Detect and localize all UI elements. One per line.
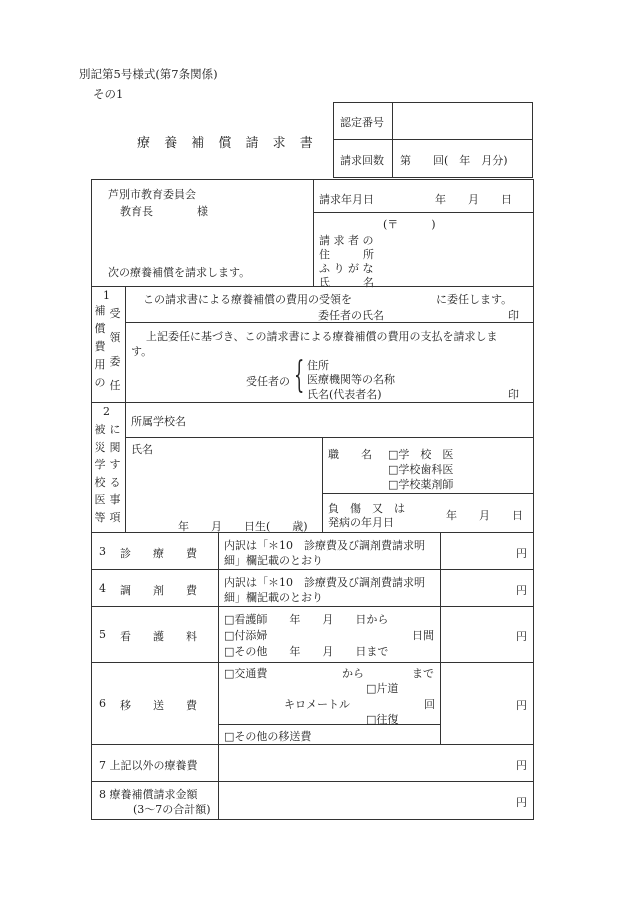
- form-number: 別記第5号様式(第7条関係): [79, 67, 218, 81]
- row5-number: 5: [99, 628, 106, 641]
- addressee-line1: 芦別市教育委員会: [108, 188, 196, 201]
- job-option-school-doctor[interactable]: □学 校 医: [388, 448, 454, 461]
- school-name-label: 所属学校名: [131, 415, 186, 428]
- row5-label: 看 護 料: [120, 630, 197, 643]
- name-label: 氏名: [131, 443, 153, 456]
- sub-number: その1: [93, 87, 124, 101]
- section2-number: 2: [103, 405, 110, 418]
- row5-option-other[interactable]: □その他 年 月 日まで: [224, 645, 389, 658]
- section2-heading-col1: 被 災 学 校 医 等: [94, 423, 106, 524]
- row3-note-1: 内訳は「＊10 診療費及び調剤費請求明: [224, 539, 425, 552]
- row6-to-label: まで: [412, 667, 434, 680]
- claimant-label-3: ふ り が な: [319, 262, 374, 275]
- row6-option-transport[interactable]: □交通費: [224, 667, 268, 680]
- page-title: 療 養 補 償 請 求 書: [137, 136, 318, 151]
- row4-yen: 円: [516, 584, 527, 597]
- injury-date-label-1: 負 傷 又 は: [328, 502, 405, 515]
- row4-label: 調 剤 費: [120, 584, 197, 597]
- brace-mark: {: [294, 355, 305, 396]
- row3-note-2: 細」欄記載のとおり: [224, 554, 323, 567]
- claimant-label-1: 請 求 者 の: [319, 234, 374, 247]
- agent-institution-label: 医療機関等の名称: [307, 373, 395, 386]
- row6-option-roundtrip[interactable]: □往復: [366, 713, 399, 726]
- claim-date-label: 請求年月日: [319, 193, 374, 206]
- job-title-label: 職 名: [328, 448, 372, 461]
- row5-option-nurse[interactable]: □看護師 年 月 日から: [224, 613, 389, 626]
- payment-request-text: 上記委任に基づき、この請求書による療養補償の費用の支払を請求しま: [146, 330, 498, 343]
- row8-yen: 円: [516, 796, 527, 809]
- postal-code: (〒 ): [383, 218, 436, 231]
- injury-date-value: 年 月 日: [446, 509, 523, 522]
- row5-option-attendant[interactable]: □付添婦: [224, 629, 268, 642]
- row6-km-label: キロメートル: [284, 698, 350, 711]
- section1-heading-col2: 受 領 委 任: [109, 307, 121, 392]
- row6-times-label: 回: [424, 698, 435, 711]
- section2-heading-col2: に 関 す る 事 項: [109, 423, 121, 524]
- injury-date-label-2: 発病の年月日: [328, 516, 394, 529]
- delegator-name-label: 委任者の氏名: [318, 309, 384, 322]
- row3-yen: 円: [516, 547, 527, 560]
- row7-label: 7 上記以外の療養費: [99, 759, 198, 772]
- delegation-text-end: に委任します。: [436, 293, 513, 306]
- row6-yen: 円: [516, 699, 527, 712]
- row6-number: 6: [99, 697, 106, 710]
- row6-from-label: から: [342, 667, 364, 680]
- addressee-line2: 教育長 様: [120, 205, 208, 218]
- job-option-school-pharmacist[interactable]: □学校薬剤師: [388, 478, 454, 491]
- section1-heading-col1: 補 償 費 用 の: [94, 304, 106, 389]
- agent-address-label: 住所: [307, 359, 329, 372]
- claim-count-value: 第 回( 年 月分): [400, 154, 508, 167]
- row5-days-label: 日間: [412, 629, 434, 642]
- seal-mark: 印: [508, 309, 519, 322]
- row8-label-1: 8 療養補償請求金額: [99, 788, 198, 801]
- claimant-label-4: 氏 名: [319, 276, 374, 289]
- row6-option-oneway[interactable]: □片道: [366, 682, 399, 695]
- row6-option-other-transport[interactable]: □その他の移送費: [224, 730, 312, 743]
- row4-note-1: 内訳は「＊10 診療費及び調剤費請求明: [224, 576, 425, 589]
- cert-number-label: 認定番号: [340, 116, 384, 129]
- claim-date-value: 年 月 日: [435, 193, 512, 206]
- delegation-text: この請求書による療養補償の費用の受領を: [143, 293, 352, 306]
- row3-number: 3: [99, 545, 106, 558]
- row4-number: 4: [99, 582, 106, 595]
- row3-label: 診 療 費: [120, 547, 197, 560]
- row8-label-2: (3～7の合計額): [133, 803, 211, 816]
- agent-representative-label: 氏名(代表者名): [307, 388, 382, 401]
- request-text: 次の療養補償を請求します。: [108, 266, 251, 279]
- row4-note-2: 細」欄記載のとおり: [224, 591, 323, 604]
- claimant-label-2: 住 所: [319, 248, 374, 261]
- claim-count-label: 請求回数: [340, 154, 384, 167]
- section1-number: 1: [103, 289, 110, 302]
- agent-label: 受任者の: [246, 375, 290, 388]
- row5-yen: 円: [516, 630, 527, 643]
- birth-date-label: 年 月 日生( 歳): [178, 520, 308, 533]
- seal-mark-2: 印: [508, 388, 519, 401]
- payment-request-text-2: す。: [131, 345, 153, 358]
- row6-label: 移 送 費: [120, 699, 197, 712]
- row7-yen: 円: [516, 759, 527, 772]
- job-option-school-dentist[interactable]: □学校歯科医: [388, 463, 454, 476]
